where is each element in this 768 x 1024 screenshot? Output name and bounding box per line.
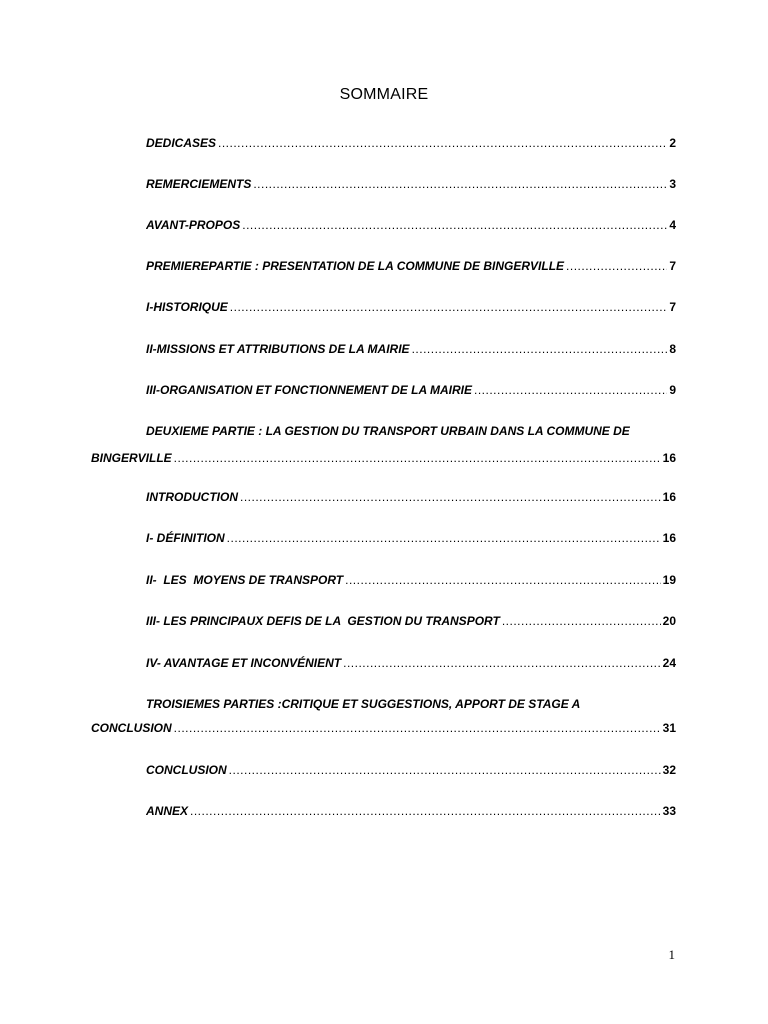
toc-entry-page: 32 [662,763,676,777]
toc-entry-historique [146,300,676,314]
toc-entry-deuxieme-partie [91,451,676,465]
toc-entry-page: 31 [662,721,676,735]
toc-leader-dots [190,804,661,818]
toc-entry-introduction [146,490,676,504]
toc-leader-dots [253,177,667,191]
toc-leader-dots [343,656,661,670]
toc-leader-dots [218,136,667,150]
toc-entry-dedicases [146,136,676,150]
toc-entry-label: III-ORGANISATION ET FONCTIONNEMENT DE LA MAIRIE [146,383,472,397]
toc-entry-troisiemes-parties-line1: TROISIEMES PARTIES :CRITIQUE ET SUGGESTIONS, APPORT DE STAGE A [146,697,581,711]
toc-entry-page: 7 [669,259,676,273]
toc-leader-dots [230,300,668,314]
toc-entry-page: 9 [669,383,676,397]
toc-entry-annex [146,804,676,818]
toc-entry-label: I-HISTORIQUE [146,300,228,314]
toc-entry-label: CONCLUSION [91,721,172,735]
toc-entry-label: PREMIEREPARTIE : PRESENTATION DE LA COMMUNE DE BINGERVILLE [146,259,565,273]
toc-entry-label: II- LES MOYENS DE TRANSPORT [146,573,344,587]
toc-entry-definition [146,531,676,545]
toc-entry-page: 2 [669,136,676,150]
toc-leader-dots [229,763,661,777]
toc-entry-page: 4 [669,218,676,232]
page-number: 1 [668,947,675,962]
toc-entry-label: AVANT-PROPOS [146,218,241,232]
toc-entry-label: REMERCIEMENTS [146,177,252,191]
toc-entry-page: 19 [662,573,676,587]
toc-leader-dots [412,342,668,356]
toc-entry-moyens-transport [146,573,676,587]
toc-entry-premiere-partie [146,259,676,273]
toc-entry-conclusion [146,763,676,777]
toc-entry-troisiemes-parties [91,721,676,735]
toc-entry-avant-propos [146,218,676,232]
toc-entry-page: 16 [662,451,676,465]
toc-entry-label: II-MISSIONS ET ATTRIBUTIONS DE LA MAIRIE [146,342,410,356]
toc-entry-label: DEDICASES [146,136,217,150]
toc-entry-organisation [146,383,676,397]
toc-entry-label: ANNEX [146,804,189,818]
toc-entry-defis [146,614,676,628]
toc-leader-dots [240,490,661,504]
toc-entry-page: 3 [669,177,676,191]
toc-leader-dots [242,218,667,232]
toc-entry-avantage [146,656,676,670]
toc-entry-page: 33 [662,804,676,818]
toc-entry-page: 7 [669,300,676,314]
toc-leader-dots [345,573,661,587]
toc-leader-dots [502,614,661,628]
toc-entry-label: I- DÉFINITION [146,531,225,545]
toc-leader-dots [174,451,661,465]
toc-entry-remerciements [146,177,676,191]
toc-entry-deuxieme-partie-line1: DEUXIEME PARTIE : LA GESTION DU TRANSPORT URBAIN DANS LA COMMUNE DE [146,424,630,438]
toc-entry-label: IV- AVANTAGE ET INCONVÉNIENT [146,656,342,670]
toc-entry-page: 24 [662,656,676,670]
toc-leader-dots [174,721,661,735]
toc-entry-label: INTRODUCTION [146,490,238,504]
toc-entry-missions [146,342,676,356]
toc-leader-dots [474,383,667,397]
toc-entry-label: CONCLUSION [146,763,227,777]
page-title: SOMMAIRE [339,86,429,103]
toc-leader-dots [566,259,667,273]
toc-entry-page: 16 [662,490,676,504]
toc-entry-label: BINGERVILLE [91,451,172,465]
toc-entry-page: 8 [669,342,676,356]
toc-leader-dots [227,531,661,545]
toc-entry-page: 20 [662,614,676,628]
toc-entry-label: III- LES PRINCIPAUX DEFIS DE LA GESTION DU TRANSPORT [146,614,500,628]
toc-entry-page: 16 [662,531,676,545]
